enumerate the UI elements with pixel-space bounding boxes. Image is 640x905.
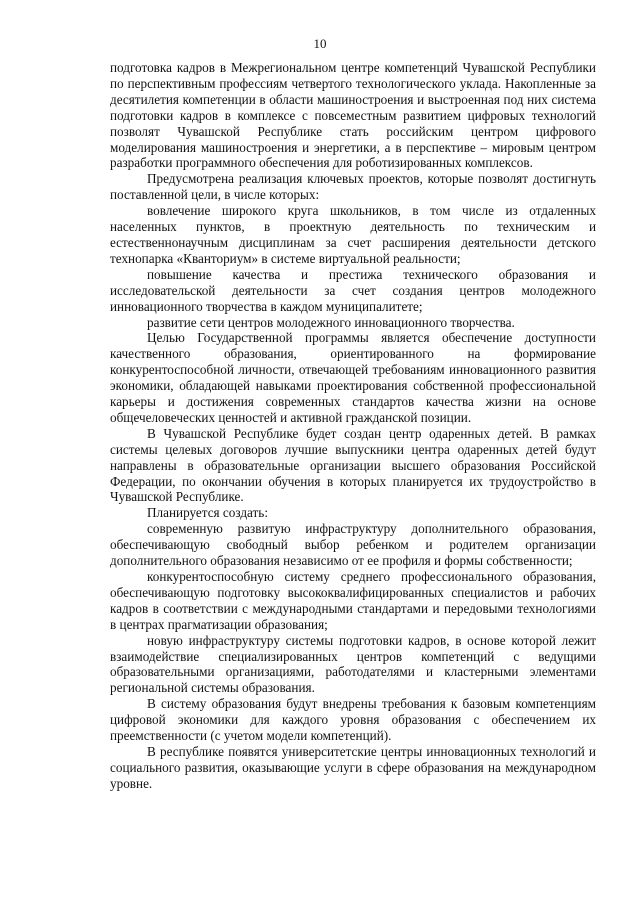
paragraph-gifted-children-center: В Чувашской Республике будет создан центр одаренных детей. В рамках системы целевых договоров лучшие выпускники центра одаренных детей будут направлены в образовательные организации высшего образования Российской Федерации, по окончании обучения в которых планируется их трудоустройство в Чувашской Республике.	[110, 425, 596, 505]
paragraph-list-item-network: развитие сети центров молодежного инновационного творчества.	[147, 314, 515, 330]
page-number: 10	[313, 36, 327, 51]
paragraph-key-projects-intro: Предусмотрена реализация ключевых проектов, которые позволят достигнуть поставленной цели, в числе которых:	[110, 171, 596, 203]
paragraph-continuation: подготовка кадров в Межрегиональном центре компетенций Чувашской Республики по перспективным профессиям четвертого технологического уклада. Накопленные за десятилетия компетенции в области машиностроения и выстроенная под них система подготовки кадров в комплексе с повсеместным развитием цифровых технологий позволят Чувашской Республике стать российским центром цифрового моделирования машиностроения и энергетики, а в перспективе – мировым центром разработки программного обеспечения для роботизированных комплексов.	[110, 60, 596, 171]
paragraph-list-item-infrastructure: современную развитую инфраструктуру дополнительного образования, обеспечивающую свободный выбор ребенком и родителем организации дополнительного образования независимо от ее профиля и формы собственности;	[110, 521, 596, 569]
document-body	[110, 60, 596, 792]
paragraph-list-item-vocational: конкурентоспособную систему среднего профессионального образования, обеспечивающую подготовку высококвалифицированных специалистов и рабочих кадров в соответствии с международными стандартами и передовыми технологиями в центрах прагматизации образования;	[110, 569, 596, 632]
paragraph-program-goal: Целью Государственной программы является обеспечение доступности качественного образования, ориентированного на формирование конкурентоспособной личности, отвечающей требованиям инновационного развития экономики, обладающей навыками проектирования собственной профессиональной карьеры и достижения современных стандартов качества жизни на основе общечеловеческих ценностей и активной гражданской позиции.	[110, 330, 596, 425]
paragraph-digital-competencies: В систему образования будут внедрены требования к базовым компетенциям цифровой экономики для каждого уровня образования с обеспечением их преемственности (с учетом модели компетенций).	[110, 696, 596, 744]
paragraph-list-item-quality: повышение качества и престижа технического образования и исследовательской деятельности за счет создания центров молодежного инновационного творчества в каждом муниципалитете;	[110, 266, 596, 314]
paragraph-university-centers: В республике появятся университетские центры инновационных технологий и социального развития, оказывающие услуги в сфере образования на международном уровне.	[110, 743, 596, 791]
paragraph-list-item-schoolchildren: вовлечение широкого круга школьников, в том числе из отдаленных населенных пунктов, в проектную деятельность по техническим и естественнонаучным дисциплинам за счет расширения деятельности детского технопарка «Кванториум» в системе виртуальной реальности;	[110, 203, 596, 266]
paragraph-list-item-training-system: новую инфраструктуру системы подготовки кадров, в основе которой лежит взаимодействие специализированных центров компетенций с ведущими образовательными организациями, работодателями и кластерными элементами региональной системы образования.	[110, 632, 596, 696]
paragraph-planned-intro: Планируется создать:	[147, 505, 268, 521]
